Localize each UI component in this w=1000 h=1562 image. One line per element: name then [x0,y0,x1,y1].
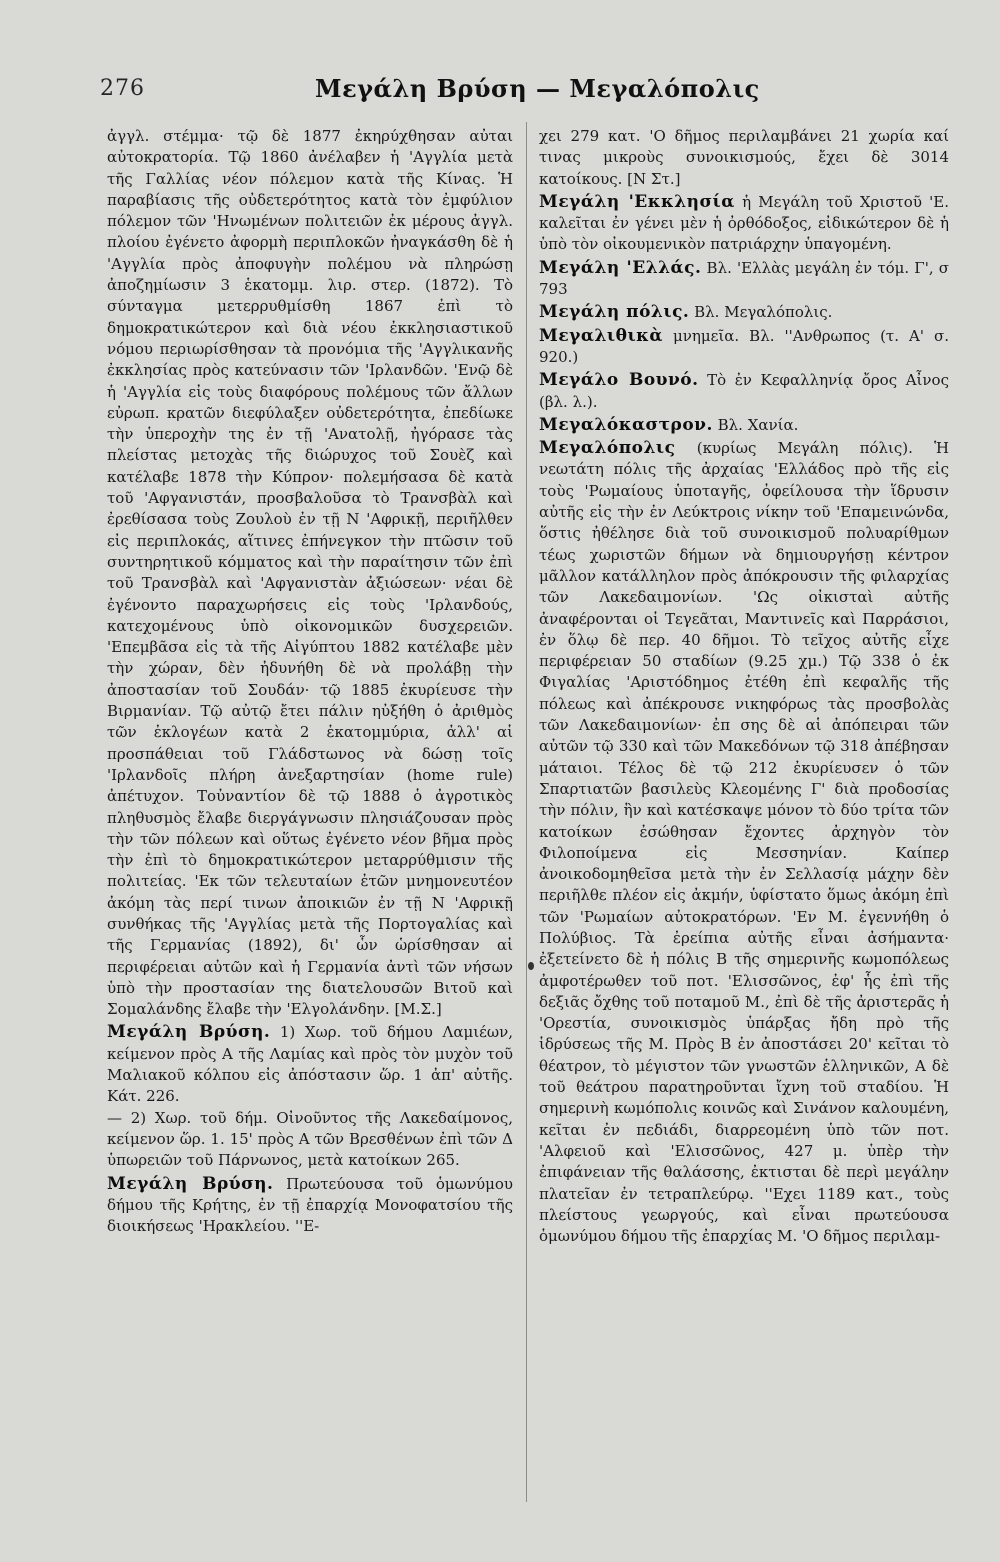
running-head: Μεγάλη Βρύση — Μεγαλόπολις [315,74,760,103]
entry-text: ἡ Μεγάλη τοῦ Χριστοῦ 'Ε. καλεῖται ἐν γένει μὲν ἡ ὀρθόδοξος, εἰδικώτερον δὲ ἡ ὑπὸ τὸν οἰκουμενικὸν πατριάρχην ὑπαγομένη. [539,192,949,254]
entry-megalo-vouno [539,370,949,413]
column-divider [526,122,527,1502]
entry-text: 1) Χωρ. τοῦ δήμου Λαμιέων, κείμενον πρὸς Α τῆς Λαμίας καὶ πρὸς τὸν μυχὸν τοῦ Μαλιακοῦ κόλπου εἰς ἀπόστασιν ὥρ. 1 ἀπ' αὐτῆς. Κάτ. 226. [107,1023,513,1106]
entry-text: Τὸ ἐν Κεφαλληνίᾳ ὄρος Αἶνος (βλ. λ.). [539,371,949,411]
entry-headword: Μεγάλη 'Ελλάς. [539,257,702,278]
entry-megalokastron [539,415,949,436]
entry-subsense: — 2) Χωρ. τοῦ δήμ. Οἰνοῦντος τῆς Λακεδαίμονος, κείμενον ὥρ. 1. 15' πρὸς Α τῶν Βρεσθένων ἐπὶ τῶν Δ ὑπωρειῶν τοῦ Πάρνωνος, μετὰ κατοίκων 265. [107,1108,513,1170]
entry-megali-polis [539,302,949,323]
page-header [100,76,960,116]
entry-headword: Μεγάλη πόλις. [539,302,690,323]
entry-text: Βλ. Μεγαλόπολις. [694,303,833,322]
entry-text: Βλ. 'Ελλὰς μεγάλη ἐν τόμ. Γ', σ 793 [539,258,949,299]
entry-megali-ekklisia [539,192,949,256]
entry-megali-ellas [539,258,949,301]
entry-text: Πρωτεύουσα τοῦ ὁμωνύμου δήμου τῆς Κρήτης, ἐν τῇ ἐπαρχίᾳ Μονοφατσίου τῆς διοικήσεως 'Ηρακλείου. ''Ε- [107,1174,513,1236]
entry-text: Βλ. Χανία. [717,415,799,434]
entry-headword: Μεγαλόπολις [539,438,676,459]
entry-megali-vrysi-1 [107,1022,513,1107]
left-column [107,126,513,1237]
entry-text: μνημεῖα. Βλ. ''Ανθρωπος (τ. Α' σ. 920.) [539,326,949,366]
entry-megalithika [539,326,949,369]
entry-continuation: χει 279 κατ. 'Ο δῆμος περιλαμβάνει 21 χωρία καί τινας μικροὺς συνοικισμούς, ἔχει δὲ 3014 κατοίκους. [Ν Στ.] [539,127,949,188]
entry-headword: Μεγάλη 'Εκκλησία [539,191,735,212]
entry-headword: Μεγαλόκαστρον. [539,414,713,435]
entry-headword: Μεγάλη Βρύση. [107,1022,271,1043]
entry-megali-vrysi-2 [107,1174,513,1238]
ink-spot [528,962,534,970]
right-column [539,126,949,1247]
entry-text: (κυρίως Μεγάλη πόλις). Ἡ νεωτάτη πόλις τῆς ἀρχαίας 'Ελλάδος πρὸ τῆς εἰς τοὺς 'Ρωμαίους ὑποταγῆς, ὀφείλουσα τὴν ἵδρυσιν αὐτῆς εἰς τὴν ἐν Λεύκτροις νίκην τοῦ 'Επαμεινώνδα, ὅστις ἠθέλησε διὰ τοῦ συνοικισμοῦ πολυαρίθμων τέως χωριστῶν δήμων νὰ δημιουργήσῃ κέντρον μᾶλλον κατάλληλον πρὸς ἀπόκρουσιν τῆς φιλαρχίας τῶν Λακεδαιμονίων. 'Ως οἰκισταὶ αὐτῆς ἀναφέρονται οἱ Τεγεᾶται, Μαντινεῖς καὶ Παρράσιοι, ἐν ὅλῳ δὲ περ. 40 δῆμοι. Τὸ τεῖχος αὐτῆς εἶχε περιφέρειαν 50 σταδίων (9.25 χμ.) Τῷ 338 ὁ ἐκ Φιγαλίας 'Αριστόδημος ἐτέθη ἐπὶ κεφαλῆς τῆς πόλεως καὶ ἀπέκρουσε νικηφόρως τὰς προσβολὰς τῶν Λακεδαιμονίων· ἐπ σης δὲ αἱ ἀπόπειραι τῶν αὐτῶν τῷ 330 καὶ τῶν Μακεδόνων τῷ 318 ἀπέβησαν μάταιοι. Τέλος δὲ τῷ 212 ἐκυρίευσεν ὁ τῶν Σπαρτιατῶν βασιλεὺς Κλεομένης Γ' διὰ προδοσίας τὴν πόλιν, ἣν καὶ κατέσκαψε μόνον τὸ δύο τρίτα τῶν κατοίκων ἐσώθησαν ἔχοντες ἀρχηγὸν τὸν Φιλοποίμενα εἰς Μεσσηνίαν. Καίπερ ἀνοικοδομηθεῖσα μετὰ τὴν ἐν Σελλασίᾳ μάχην δὲν περιῆλθε πλέον εἰς ἀκμήν, ὑφίστατο ὅμως ἀκόμη ἐπὶ τῶν 'Ρωμαίων αὐτοκρατόρων. 'Εν Μ. ἐγεννήθη ὁ Πολύβιος. Τὰ ἐρείπια αὐτῆς εἶναι ἀσήμαντα· ἐξετείνετο δὲ ἡ πόλις Β τῆς σημερινῆς κωμοπόλεως ἀμφοτέρωθεν τοῦ ποτ. 'Ελισσῶνος, ἐφ' ἧς ἐπὶ τῆς δεξιᾶς ὄχθης τοῦ ποταμοῦ Μ., ἐπὶ δὲ τῆς ἀριστερᾶς ἡ 'Ορεστία, συνοικισμὸς ὑπάρξας ἤδη πρὸ τῆς ἱδρύσεως τῆς Μ. Πρὸς Β ἐν ἀποστάσει 20' κεῖται τὸ θέατρον, τὸ μέγιστον τῶν γνωστῶν ἑλληνικῶν, Α δὲ τοῦ θεάτρου παρατηροῦνται ἴχνη τοῦ σταδίου. Ἡ σημερινὴ κωμόπολις κοινῶς καὶ Σινάνον καλουμένη, κεῖται ἐν πεδιάδι, διαρρεομένη ὑπὸ τῶν ποτ. 'Αλφειοῦ καὶ 'Ελισσῶνος, 427 μ. ὑπὲρ τὴν ἐπιφάνειαν τῆς θαλάσσης, ἐκτισται δὲ περὶ μεγάλην πλατεῖαν ἐν τετραπλεύρῳ. ''Εχει 1189 κατ., τοὺς πλείστους γεωργούς, καὶ εἶναι πρωτεύουσα ὁμωνύμου δήμου τῆς ἐπαρχίας Μ. 'Ο δῆμος περιλαμ- [539,439,949,1246]
entry-megalopolis [539,438,949,1247]
article-continuation: ἀγγλ. στέμμα· τῷ δὲ 1877 ἐκηρύχθησαν αὐται αὐτοκρατορία. Τῷ 1860 ἀνέλαβεν ἡ 'Αγγλία μετὰ τῆς Γαλλίας νέον πόλεμον κατὰ τῆς Κίνας. Ἡ παραβίασις τῆς οὐδετερότητος κατὰ τὸν ἐμφύλιον πόλεμον τῶν 'Ηνωμένων πολιτειῶν ἐκ μέρους ἀγγλ. πλοίου ἐγένετο ἀφορμὴ περιπλοκῶν ἠναγκάσθη δὲ ἡ 'Αγγλία πρὸς ἀποφυγὴν πολέμου νὰ πληρώσῃ ἀποζημίωσιν 3 ἑκατομμ. λιρ. στερ. (1872). Τὸ σύνταγμα μετερρυθμίσθη 1867 ἐπὶ τὸ δημοκρατικώτερον καὶ διὰ νέου ἐκκλησιαστικοῦ νόμου περιωρίσθησαν τὰ προνόμια τῆς 'Αγγλικανῆς ἐκκλησίας πρὸς κατεύνασιν τῶν 'Ιρλανδῶν. 'Ενῷ δὲ ἡ 'Αγγλία εἰς τοὺς διαφόρους πολέμους τῶν ἄλλων εὐρωπ. κρατῶν διεφύλαξεν οὐδετερότητα, ἐπεδίωκε τὴν ὑπεροχὴν της ἐν τῇ 'Ανατολῇ, ἠγόρασε τὰς πλείστας μετοχὰς τῆς διώρυχος τοῦ Σουὲζ καὶ κατέλαβε 1878 τὴν Κύπρον· πολεμήσασα δὲ κατὰ τοῦ 'Αφγανιστάν, προσβαλοῦσα τὸ Τρανσβὰλ καὶ ἐρεθίσασα τοὺς Ζουλοὺ ἐν τῇ Ν 'Αφρικῇ, περιῆλθεν εἰς περιπλοκάς, αἵτινες ἐπήνεγκον τὴν πτῶσιν τοῦ συντηρητικοῦ κόμματος καὶ τὴν παραίτησιν τῶν ἐπὶ τοῦ Τρανσβὰλ καὶ 'Αφγανιστὰν ἀξιώσεων· νέαι δὲ ἐγένοντο παραχωρήσεις εἰς τοὺς 'Ιρλανδούς, κατεχομένους ὑπὸ οἰκονομικῶν δυσχερειῶν. 'Επεμβᾶσα εἰς τὰ τῆς Αἰγύπτου 1882 κατέλαβε μὲν τὴν χώραν, δὲν ἠδυνήθη δὲ νὰ προλάβῃ τὴν ἀποστασίαν τοῦ Σουδάν· τῷ 1885 ἐκυρίευσε τὴν Βιρμανίαν. Τῷ αὐτῷ ἔτει πάλιν ηὐξήθη ὁ ἀριθμὸς τῶν ἐκλογέων κατὰ 2 ἑκατομμύρια, ἀλλ' αἱ προσπάθειαι τοῦ Γλάδστωνος νὰ δώσῃ τοῖς 'Ιρλανδοῖς πλήρη ἀνεξαρτησίαν (home rule) ἀπέτυχον. Τοὐναντίον δὲ τῷ 1888 ὁ ἀγροτικὸς πληθυσμὸς ἔλαβε διεργάγνωσιν πλησιάζουσαν πρὸς τὴν τῶν πόλεων καὶ οὕτως ἐγένετο νέον βῆμα πρὸς τὴν ἐπὶ τὸ δημοκρατικώτερον μεταρρύθμισιν τῆς πολιτείας. 'Εκ τῶν τελευταίων ἐτῶν μνημονευτέον ἀκόμη τὰς περί τινων ἀποικιῶν ἐν τῇ Ν 'Αφρικῇ συνθήκας τῆς 'Αγγλίας μετὰ τῆς Πορτογαλίας καὶ τῆς Γερμανίας (1892), δι' ὧν ὡρίσθησαν αἱ περιφέρειαι αὐτῶν καὶ ἡ Γερμανία ἀντὶ τῶν νήσων ὑπὸ τὴν προστασίαν της διατελουσῶν Βιτοῦ καὶ Σομαλάνδης ἔλαβε τὴν 'Ελγολάνδην. [Μ.Σ.] [107,127,513,1019]
entry-headword: Μεγάλο Βουνό. [539,370,699,391]
entry-headword: Μεγάλη Βρύση. [107,1173,274,1194]
entry-headword: Μεγαλιθικὰ [539,325,663,346]
page-number: 276 [100,76,145,101]
